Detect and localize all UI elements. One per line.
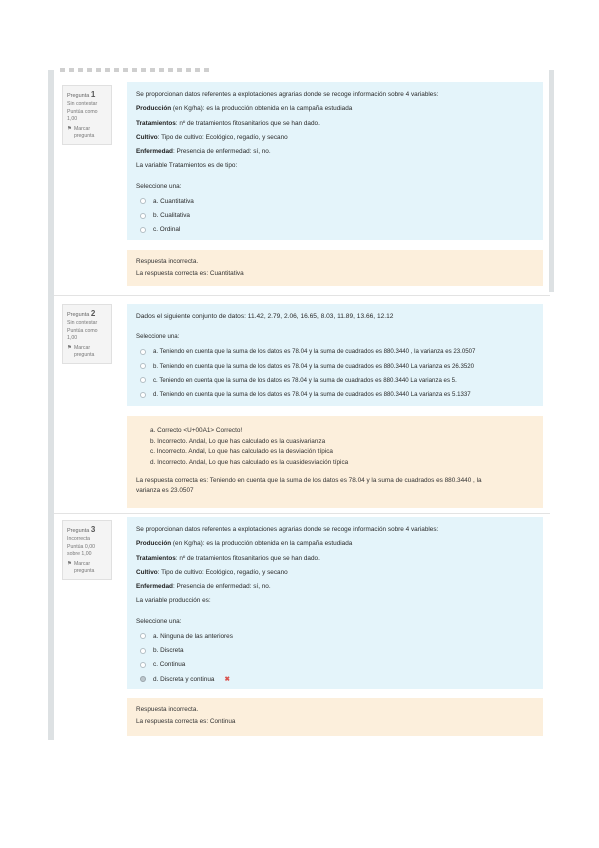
answer-option-c[interactable]: c. Ordinal [136,223,534,237]
feedback-correct-answer: La respuesta correcta es: Continua [136,718,236,725]
question-number: Pregunta 1 [67,90,96,99]
question-text: Enfermedad: Presencia de enfermedad: sí, no. [136,583,271,591]
answer-option-d[interactable]: d. Teniendo en cuenta que la suma de los datos es 78.04 y la suma de cuadrados es 880.3440 La varianza es 5.1337 [136,387,534,401]
answer-option-b[interactable]: b. Cualitativa [136,208,534,222]
flag-icon: ⚑ [67,125,72,132]
question-status: Sin contestar [67,319,98,326]
answer-option-c[interactable]: c. Teniendo en cuenta que la suma de los datos es 78.04 y la suma de cuadrados es 880.3440 La varianza es 5. [136,373,534,387]
select-one-label: Seleccione una: [136,182,182,190]
answer-option-a[interactable]: a. Teniendo en cuenta que la suma de los datos es 78.04 y la suma de cuadrados es 880.3440 , la varianza es 23.0507 [136,345,534,359]
flag-question-button[interactable]: ⚑ Marcar pregunta [67,125,95,140]
question-status: Sin contestar [67,100,98,107]
feedback-item-a: a. Correcto <U+00A1> Correcto! [150,427,243,434]
select-one-label: Seleccione una: [136,617,182,625]
flag-question-button[interactable]: ⚑ Marcar pregunta [67,560,95,575]
radio-button[interactable] [140,662,146,668]
feedback-3 [127,698,543,736]
radio-button[interactable] [140,349,146,355]
question-text: Se proporcionan datos referentes a explotaciones agrarias donde se recoge información sobre 4 variables: [136,526,439,533]
radio-button[interactable] [140,363,146,369]
flag-icon: ⚑ [67,344,72,351]
radio-button[interactable] [140,392,146,398]
feedback-correct-answer: La respuesta correcta es: Cuantitativa [136,270,244,277]
question-content-1 [127,82,543,240]
question-text: Dados el siguiente conjunto de datos: 11.42, 2.79, 2.06, 16.65, 8.03, 11.89, 13.66, 12.12 [136,313,394,320]
question-info-1 [62,85,112,145]
answer-option-b[interactable]: b. Teniendo en cuenta que la suma de los datos es 78.04 y la suma de cuadrados es 880.3440 La varianza es 26.3520 [136,359,534,373]
question-content-2 [127,304,543,406]
question-text: Tratamientos: nº de tratamientos fitosanitarios que se han dado. [136,554,320,562]
question-text: Producción (en Kg/ha): es la producción obtenida en la campaña estudiada [136,105,353,113]
feedback-item-b: b. Incorrecto. Andal, Lo que has calculado es la cuasivarianza [150,437,326,445]
question-text: Producción (en Kg/ha): es la producción obtenida en la campaña estudiada [136,540,353,548]
feedback-correct-answer-cont: varianza es 23.0507 [136,487,194,494]
question-text: Cultivo: Tipo de cultivo: Ecológico, regadío, y secano [136,568,288,576]
question-prompt: La variable producción es: [136,597,211,605]
question-content-3 [127,517,543,689]
question-score: Puntúa como 1,00 [67,327,98,342]
question-text: Se proporcionan datos referentes a explotaciones agrarias donde se recoge información sobre 4 variables: [136,91,439,98]
question-number: Pregunta 2 [67,309,96,318]
feedback-correct-answer: La respuesta correcta es: Teniendo en cuenta que la suma de los datos es 78.04 y la suma de cuadrados es 880.3440 , la [136,477,482,484]
question-status: Incorrecta [67,535,91,542]
radio-button[interactable] [140,213,146,219]
incorrect-icon: ✖ [224,676,230,684]
answer-option-c[interactable]: c. Continua [136,658,534,672]
question-prompt: La variable Tratamientos es de tipo: [136,162,238,170]
feedback-item-d: d. Incorrecto. Andal, Lo que has calculado es la cuasidesviación típica [150,458,349,466]
select-one-label: Seleccione una: [136,333,180,341]
answer-option-b[interactable]: b. Discreta [136,643,534,657]
question-text: Cultivo: Tipo de cultivo: Ecológico, regadío, y secano [136,133,288,141]
question-separator [54,295,550,296]
radio-button[interactable] [140,227,146,233]
question-text: Tratamientos: nº de tratamientos fitosanitarios que se han dado. [136,119,320,127]
question-score: Puntúa como 1,00 [67,108,98,123]
flag-icon: ⚑ [67,560,72,567]
answer-option-a[interactable]: a. Cuantitativa [136,194,534,208]
flag-question-button[interactable]: ⚑ Marcar pregunta [67,344,95,359]
answer-option-a[interactable]: a. Ninguna de las anteriores [136,629,534,643]
answer-option-d[interactable]: d. Discreta y continua ✖ [136,672,534,686]
left-scroll-bar [48,70,54,740]
question-info-3 [62,520,112,580]
radio-button-selected[interactable] [140,676,146,682]
radio-button[interactable] [140,377,146,383]
radio-button[interactable] [140,648,146,654]
question-info-2 [62,304,112,364]
question-text: Enfermedad: Presencia de enfermedad: sí, no. [136,148,271,156]
question-separator [54,513,550,514]
right-scroll-bar[interactable] [549,70,554,292]
cropped-text-remnant [60,68,210,72]
feedback-item-c: c. Incorrecto. Andal, Lo que has calculado es la desviación típica [150,448,333,455]
feedback-2 [127,416,543,508]
feedback-status: Respuesta incorrecta. [136,258,199,265]
radio-button[interactable] [140,633,146,639]
radio-button[interactable] [140,198,146,204]
question-number: Pregunta 3 [67,525,96,534]
feedback-status: Respuesta incorrecta. [136,706,199,713]
question-score: Puntúa 0,00 sobre 1,00 [67,543,95,558]
feedback-1 [127,250,543,286]
